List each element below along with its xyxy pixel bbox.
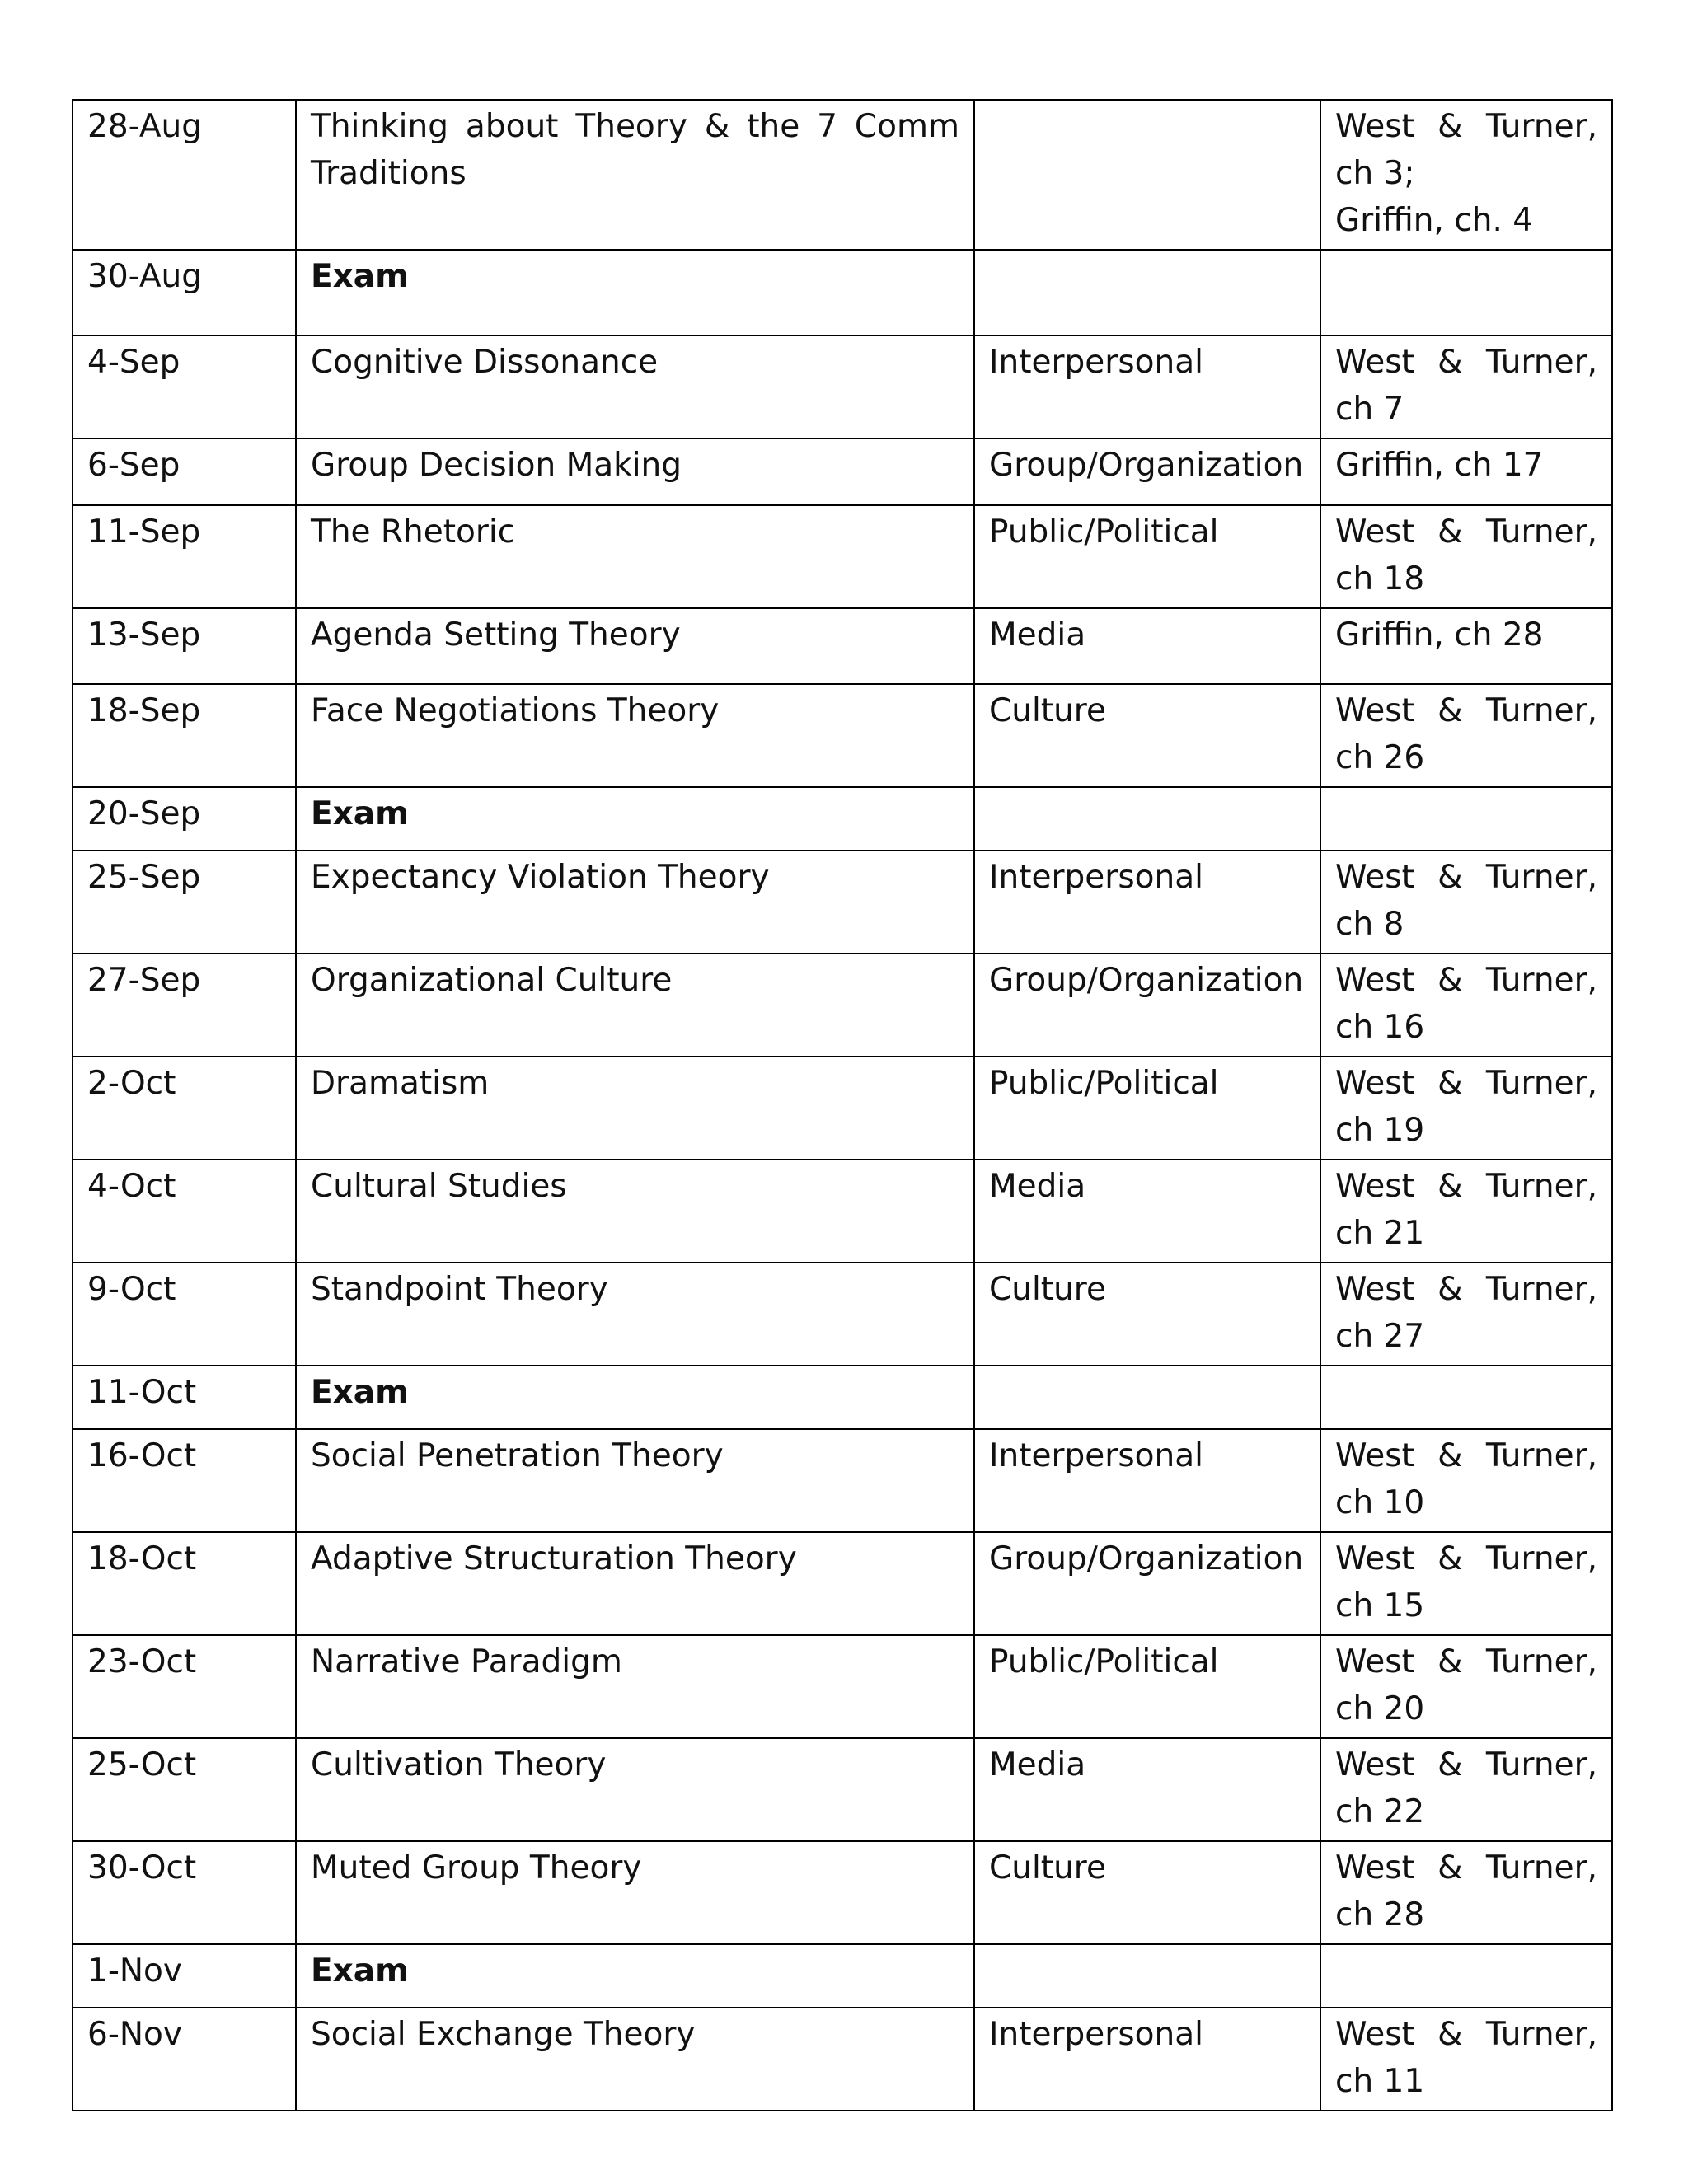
context-cell bbox=[974, 250, 1320, 335]
topic-cell: Cultural Studies bbox=[296, 1160, 974, 1263]
date-cell: 30-Aug bbox=[73, 250, 296, 335]
table-row bbox=[73, 1944, 1612, 2008]
context-cell: Interpersonal bbox=[974, 851, 1320, 954]
table-row bbox=[73, 1532, 1612, 1635]
date-cell: 6-Nov bbox=[73, 2008, 296, 2111]
date-cell: 25-Oct bbox=[73, 1738, 296, 1841]
table-row bbox=[73, 787, 1612, 851]
date-cell: 9-Oct bbox=[73, 1263, 296, 1366]
reading-cell: West & Turner, ch 21 bbox=[1320, 1160, 1612, 1263]
context-cell bbox=[974, 1366, 1320, 1429]
reading-cell: West & Turner, ch 8 bbox=[1320, 851, 1612, 954]
topic-cell: Cultivation Theory bbox=[296, 1738, 974, 1841]
table-row bbox=[73, 1738, 1612, 1841]
topic-cell: Cognitive Dissonance bbox=[296, 335, 974, 438]
date-cell: 6-Sep bbox=[73, 438, 296, 505]
schedule-body bbox=[73, 100, 1612, 2111]
reading-cell: West & Turner, ch 27 bbox=[1320, 1263, 1612, 1366]
date-cell: 30-Oct bbox=[73, 1841, 296, 1944]
table-row bbox=[73, 438, 1612, 505]
context-cell: Interpersonal bbox=[974, 1429, 1320, 1532]
context-cell bbox=[974, 1944, 1320, 2008]
reading-cell: West & Turner, ch 7 bbox=[1320, 335, 1612, 438]
table-row bbox=[73, 608, 1612, 684]
context-cell: Public/Political bbox=[974, 1635, 1320, 1738]
table-row bbox=[73, 335, 1612, 438]
reading-cell: West & Turner, ch 22 bbox=[1320, 1738, 1612, 1841]
reading-cell: West & Turner, ch 16 bbox=[1320, 954, 1612, 1057]
context-cell: Media bbox=[974, 1738, 1320, 1841]
reading-cell: West & Turner, ch 20 bbox=[1320, 1635, 1612, 1738]
table-row bbox=[73, 250, 1612, 335]
date-cell: 4-Oct bbox=[73, 1160, 296, 1263]
topic-cell: Narrative Paradigm bbox=[296, 1635, 974, 1738]
date-cell: 18-Sep bbox=[73, 684, 296, 787]
context-cell: Media bbox=[974, 1160, 1320, 1263]
reading-cell: Griffin, ch 28 bbox=[1320, 608, 1612, 684]
date-cell: 27-Sep bbox=[73, 954, 296, 1057]
topic-cell: Exam bbox=[296, 787, 974, 851]
date-cell: 16-Oct bbox=[73, 1429, 296, 1532]
reading-cell: West & Turner, ch 19 bbox=[1320, 1057, 1612, 1160]
table-row bbox=[73, 1057, 1612, 1160]
table-row bbox=[73, 1841, 1612, 1944]
reading-cell: West & Turner, ch 15 bbox=[1320, 1532, 1612, 1635]
date-cell: 23-Oct bbox=[73, 1635, 296, 1738]
reading-cell bbox=[1320, 1366, 1612, 1429]
context-cell: Interpersonal bbox=[974, 335, 1320, 438]
table-row bbox=[73, 1635, 1612, 1738]
date-cell: 1-Nov bbox=[73, 1944, 296, 2008]
topic-cell: Social Penetration Theory bbox=[296, 1429, 974, 1532]
table-row bbox=[73, 1366, 1612, 1429]
context-cell: Media bbox=[974, 608, 1320, 684]
date-cell: 11-Sep bbox=[73, 505, 296, 608]
topic-cell: Muted Group Theory bbox=[296, 1841, 974, 1944]
topic-cell: Dramatism bbox=[296, 1057, 974, 1160]
date-cell: 25-Sep bbox=[73, 851, 296, 954]
date-cell: 2-Oct bbox=[73, 1057, 296, 1160]
topic-cell: Face Negotiations Theory bbox=[296, 684, 974, 787]
context-cell: Public/Political bbox=[974, 505, 1320, 608]
table-row bbox=[73, 100, 1612, 250]
table-row bbox=[73, 1160, 1612, 1263]
topic-cell: Agenda Setting Theory bbox=[296, 608, 974, 684]
date-cell: 13-Sep bbox=[73, 608, 296, 684]
topic-cell: Group Decision Making bbox=[296, 438, 974, 505]
context-cell: Culture bbox=[974, 1263, 1320, 1366]
context-cell bbox=[974, 100, 1320, 250]
topic-cell: Adaptive Structuration Theory bbox=[296, 1532, 974, 1635]
reading-cell bbox=[1320, 787, 1612, 851]
table-row bbox=[73, 684, 1612, 787]
context-cell: Culture bbox=[974, 684, 1320, 787]
topic-cell: Exam bbox=[296, 1944, 974, 2008]
topic-cell: Expectancy Violation Theory bbox=[296, 851, 974, 954]
reading-cell: West & Turner, ch 26 bbox=[1320, 684, 1612, 787]
date-cell: 28-Aug bbox=[73, 100, 296, 250]
context-cell: Public/Political bbox=[974, 1057, 1320, 1160]
reading-cell bbox=[1320, 100, 1612, 250]
reading-cell bbox=[1320, 250, 1612, 335]
table-row bbox=[73, 2008, 1612, 2111]
topic-cell: Thinking about Theory & the 7 Comm Traditions bbox=[296, 100, 974, 250]
table-row bbox=[73, 954, 1612, 1057]
reading-line: Griffin, ch. 4 bbox=[1335, 202, 1534, 239]
reading-cell: West & Turner, ch 18 bbox=[1320, 505, 1612, 608]
reading-cell: Griffin, ch 17 bbox=[1320, 438, 1612, 505]
table-row bbox=[73, 505, 1612, 608]
date-cell: 11-Oct bbox=[73, 1366, 296, 1429]
topic-cell: Exam bbox=[296, 250, 974, 335]
context-cell: Interpersonal bbox=[974, 2008, 1320, 2111]
context-cell: Group/Organization bbox=[974, 954, 1320, 1057]
date-cell: 4-Sep bbox=[73, 335, 296, 438]
context-cell: Group/Organization bbox=[974, 1532, 1320, 1635]
topic-cell: The Rhetoric bbox=[296, 505, 974, 608]
table-row bbox=[73, 851, 1612, 954]
topic-cell: Organizational Culture bbox=[296, 954, 974, 1057]
topic-cell: Social Exchange Theory bbox=[296, 2008, 974, 2111]
context-cell: Group/Organization bbox=[974, 438, 1320, 505]
date-cell: 20-Sep bbox=[73, 787, 296, 851]
reading-cell: West & Turner, ch 28 bbox=[1320, 1841, 1612, 1944]
schedule-table bbox=[72, 99, 1613, 2111]
context-cell bbox=[974, 787, 1320, 851]
date-cell: 18-Oct bbox=[73, 1532, 296, 1635]
topic-cell: Exam bbox=[296, 1366, 974, 1429]
table-row bbox=[73, 1429, 1612, 1532]
table-row bbox=[73, 1263, 1612, 1366]
topic-cell: Standpoint Theory bbox=[296, 1263, 974, 1366]
reading-cell bbox=[1320, 1944, 1612, 2008]
context-cell: Culture bbox=[974, 1841, 1320, 1944]
reading-cell: West & Turner, ch 10 bbox=[1320, 1429, 1612, 1532]
reading-cell: West & Turner, ch 11 bbox=[1320, 2008, 1612, 2111]
reading-line: West & Turner, ch 3; bbox=[1335, 108, 1597, 192]
